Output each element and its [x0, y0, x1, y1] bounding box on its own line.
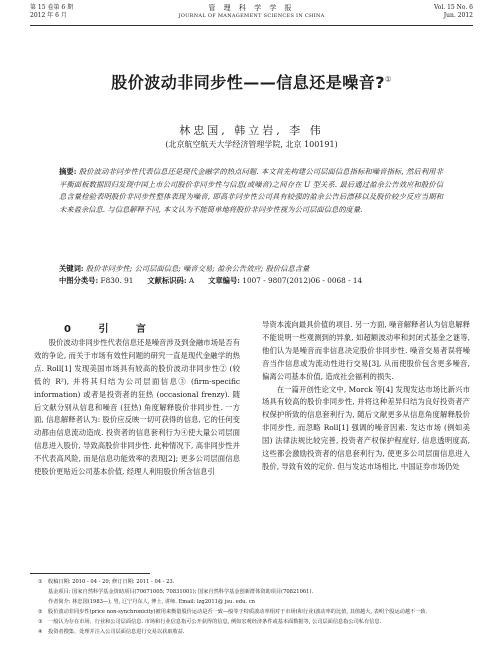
- journal-name-en: JOURNAL OF MANAGEMENT SCIENCES IN CHINA: [178, 13, 325, 19]
- article-id-label: 文章编号:: [208, 276, 240, 285]
- article-title: 股价波动非同步性——信息还是噪音?: [111, 73, 385, 92]
- paragraph: 导资本流向最具价值的项目. 另一方面, 噪音解释者认为信息解释不能说明一些观测到的异象, 如超额波动率和封闭式基金之谜等, 他们认为是噪音而非信息决定股价非同步性. 噪音交易者误将噪音当作信息或为流动性进行交易[3], 从而使股价包含更多噪音, 偏离公司基本价值, 造成社会福利的损失.: [262, 320, 470, 381]
- body-column-left: [34, 337, 240, 479]
- abstract: [59, 166, 443, 216]
- doc-code: A: [188, 276, 195, 285]
- journal-name: [30, 4, 473, 20]
- footnote-mark: ④: [38, 629, 43, 635]
- article-id: 1007 - 9807(2012)06 - 0068 - 14: [242, 276, 363, 285]
- abstract-label: 摘要:: [59, 167, 77, 176]
- footnote: [38, 587, 470, 597]
- header-rule: [30, 25, 473, 26]
- footnote: [38, 597, 470, 607]
- classification-line: [59, 275, 459, 286]
- title-footnote-mark: ①: [385, 75, 392, 84]
- footnote-text: 一般认为存在市场、行业和公司层面信息. 市场和行业信息指可公开获得的信息, 例如宏观经济条件或基本面数据等, 公司层面信息指公司私有信息.: [48, 619, 382, 625]
- footnote-text: 收稿日期: 2010 - 04 - 20; 修订日期: 2011 - 04 - 23.: [48, 579, 175, 585]
- footnote: [38, 617, 470, 627]
- running-header: [30, 4, 473, 26]
- volume-issue: 第 15 卷第 6 期: [30, 4, 74, 11]
- keywords: [59, 263, 443, 274]
- footnote: [38, 627, 470, 637]
- paragraph: 在一篇开创性论文中, Morck 等[4] 发现发达市场比新兴市场具有较高的股价非同步性, 并将这种差异归结为良好投资者产权保护所致的信息套利行为, 随后文献更多从信息角度解释股价非同步性, 而忽略 Roll[1] 强调的噪音因素. 发达市场 (例如美国) 法律法规比较完善, 投资者产权保护程度好, 信息透明度高, 这些都会激励投资者的信息套利行为, 使更多公司层面信息进入股价, 导致有效的定价. 但与发达市场相比, 中国证券市场仍处: [262, 384, 470, 471]
- footnote-text: 投资者搜集、处理并注入公司层面信息进行交易以获取收益.: [48, 629, 185, 635]
- abstract-text: 股价波动非同步性代表信息还是现代金融学的热点问题. 本文首先构建公司层面信息指标和噪音指标, 然后利用非平衡面板数据回归发现中国上市公司股价非同步性与信息(或噪音)之间存在 U 型关系. 最后通过盈余公告效应和股价信息含量检验表明股价非同步性整体表现为噪音, 即高非同步性公司具有较强的盈余公告后漂移以及股价较少反应当期和未来盈余信息. 与信息解释不同, 本文认为不能简单地将股价非同步性视为公司层面信息的度量.: [59, 167, 443, 214]
- section-title: 引 言: [98, 324, 158, 335]
- footnote-rule: [30, 573, 150, 574]
- doc-code-label: 文献标识码:: [147, 276, 187, 285]
- footnote: [38, 607, 470, 617]
- journal-name-cn: 管 理 科 学 学 报: [208, 4, 295, 12]
- section-heading: [64, 320, 158, 335]
- keywords-text: 股价非同步性; 公司层面信息; 噪音交易; 盈余公告效应; 股价信息含量: [85, 264, 310, 273]
- footnote-text: 作者简介: 林忠国(1983—), 男, 辽宁丹东人, 博士, 讲师. Email: lzg2011@ jsu. edu. cn: [48, 599, 255, 605]
- article-title-block: [0, 70, 503, 93]
- volume-issue-en: Vol. 15 No. 6: [433, 4, 473, 11]
- affiliation: (北京航空航天大学经济管理学院, 北京 100191): [165, 140, 338, 149]
- footnote-text: 股价波动非同步性(price non-synchronicity)被用来衡量股价运动是否一致—般等于特质波动率相对于市场(和行业)波动率的比值, 其值越大, 表明个股运动越不一致.: [48, 609, 428, 615]
- author-list: 林忠国, 韩立岩, 李 伟: [179, 124, 324, 137]
- clc-label: 中图分类号:: [59, 276, 99, 285]
- section-number: 0: [64, 324, 83, 335]
- issue-date: 2012 年 6 月: [30, 12, 67, 19]
- footnote-mark: ①: [38, 579, 43, 585]
- footnote: [38, 577, 470, 587]
- body-column-right: [262, 319, 470, 474]
- keywords-label: 关键词:: [59, 264, 84, 273]
- footnote-text: 基金项目: 国家自然科学基金资助项目(70671005; 70831001); 国家自然科学基金创新群体资助项目(70821061).: [48, 589, 314, 595]
- issue-info-en: [434, 4, 473, 20]
- footnote-mark: ②: [38, 609, 43, 615]
- clc-code: F830. 91: [100, 276, 134, 285]
- footnote-mark: ③: [38, 619, 43, 625]
- footnotes: [38, 577, 470, 637]
- issue-date-en: Jun. 2012: [443, 12, 473, 19]
- paragraph: 股价波动非同步性代表信息还是噪音涉及到金融市场是否有效的争论, 而关于市场有效性问题的研究一直是现代金融学的热点. Roll[1] 发现美国市场具有较高的股价波动非同步性② (较低的 R²), 并将其归结为公司层面信息③ (firm-specific information) 或者是投资者的狂热 (occasional frenzy). 随后文献分别从信息和噪音 (狂热) 角度解释股价非同步性. 一方面, 信息解释者认为: 股价应反映一切可获得的信息, 它的任何变动都由信息流动造成. 投资者的信息套利行为④使大量公司层面信息进入股价, 导致高股价非同步性. 此种情况下, 高非同步性并不代表高风险, 而是信息功能效率的表现[2]; 更多公司层面信息使股价更贴近公司基本价值, 经理人利用股价所含信息引: [34, 338, 240, 477]
